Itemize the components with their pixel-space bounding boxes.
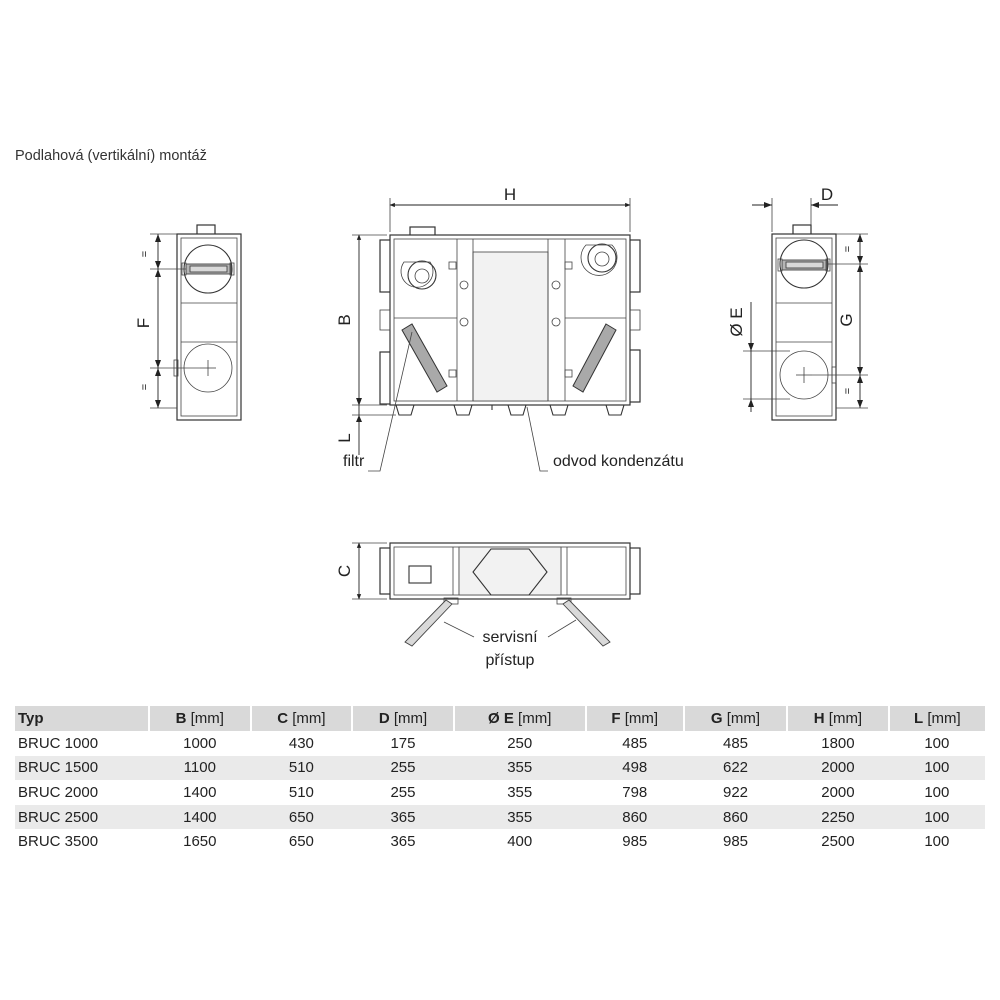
cell-h: 1800	[821, 734, 855, 752]
left-eq-bottom-label: =	[139, 383, 151, 391]
right-eq-top-label: =	[842, 245, 854, 253]
cell-c: 510	[251, 756, 353, 781]
cell-b: 1100	[149, 756, 251, 781]
header-l: L [mm]	[889, 706, 985, 731]
header-h: H [mm]	[787, 706, 889, 731]
cell-h: 2250	[787, 805, 889, 830]
cell-b: 1400	[149, 805, 251, 830]
header-g: G [mm]	[684, 706, 787, 731]
cell-g: 985	[722, 833, 749, 851]
cell-h: 2500	[821, 833, 855, 851]
cell-d: 365	[390, 833, 416, 851]
filter-label: filtr	[343, 453, 365, 470]
cell-c: 430	[288, 734, 314, 752]
cell-c: 650	[288, 833, 314, 851]
cell-b: 1650	[183, 833, 217, 851]
cell-typ: BRUC 3500	[18, 833, 99, 851]
cell-l: 100	[889, 756, 985, 781]
cell-f: 498	[586, 756, 684, 781]
cell-e: 355	[454, 805, 586, 830]
right-side-view	[743, 198, 868, 420]
cell-e: 250	[507, 734, 533, 752]
cell-f: 860	[586, 805, 684, 830]
cell-b: 1000	[183, 734, 217, 752]
dimension-l-label: L	[335, 433, 354, 443]
header-f: F [mm]	[586, 706, 684, 731]
cell-c: 510	[288, 783, 314, 801]
cell-typ: BRUC 1000	[18, 734, 99, 752]
cell-d: 255	[352, 756, 454, 781]
table-row	[15, 731, 985, 756]
dimension-d-label: D	[820, 185, 834, 204]
cell-e: 355	[507, 783, 533, 801]
cell-l: 100	[889, 805, 985, 830]
cell-d: 255	[390, 783, 416, 801]
table-row	[15, 780, 985, 805]
front-view	[352, 198, 640, 471]
table-row	[15, 829, 985, 854]
dimension-h-label: H	[503, 185, 517, 204]
cell-d: 365	[352, 805, 454, 830]
header-d: D [mm]	[352, 706, 454, 731]
cell-b: 1400	[183, 783, 217, 801]
left-side-view	[150, 225, 241, 420]
table-header-row	[15, 706, 985, 731]
cell-g: 485	[722, 734, 749, 752]
cell-g: 860	[684, 805, 787, 830]
cell-typ: BRUC 1500	[15, 756, 149, 781]
table-row	[15, 805, 985, 830]
cell-e: 355	[454, 756, 586, 781]
cell-l: 100	[924, 783, 950, 801]
cell-f: 485	[622, 734, 648, 752]
cell-e: 400	[507, 833, 533, 851]
page-heading: Podlahová (vertikální) montáž	[15, 148, 207, 164]
header-b: B [mm]	[149, 706, 251, 731]
header-typ: Typ	[15, 706, 149, 731]
dimension-f-label: F	[134, 317, 153, 329]
dimension-b-label: B	[335, 314, 354, 326]
condensate-label: odvod kondenzátu	[553, 453, 684, 470]
cell-g: 922	[722, 783, 749, 801]
dimension-g-label: G	[837, 313, 856, 327]
cell-typ: BRUC 2500	[15, 805, 149, 830]
dimension-c-label: C	[335, 564, 354, 578]
dimension-e-label: Ø E	[727, 307, 746, 337]
cell-h: 2000	[821, 783, 855, 801]
right-eq-bottom-label: =	[842, 387, 854, 395]
cell-f: 985	[622, 833, 648, 851]
service-label-line1: servisní	[482, 629, 538, 646]
left-eq-top-label: =	[139, 250, 151, 258]
cell-l: 100	[924, 734, 950, 752]
cell-typ: BRUC 2000	[18, 783, 99, 801]
cell-c: 650	[251, 805, 353, 830]
dimensions-table	[15, 706, 985, 854]
cell-h: 2000	[787, 756, 889, 781]
service-label-line2: přístup	[485, 652, 535, 669]
table-row	[15, 756, 985, 781]
header-e: Ø E [mm]	[454, 706, 586, 731]
cell-l: 100	[924, 833, 950, 851]
cell-d: 175	[390, 734, 416, 752]
cell-f: 798	[622, 783, 648, 801]
header-c: C [mm]	[251, 706, 353, 731]
cell-g: 622	[684, 756, 787, 781]
